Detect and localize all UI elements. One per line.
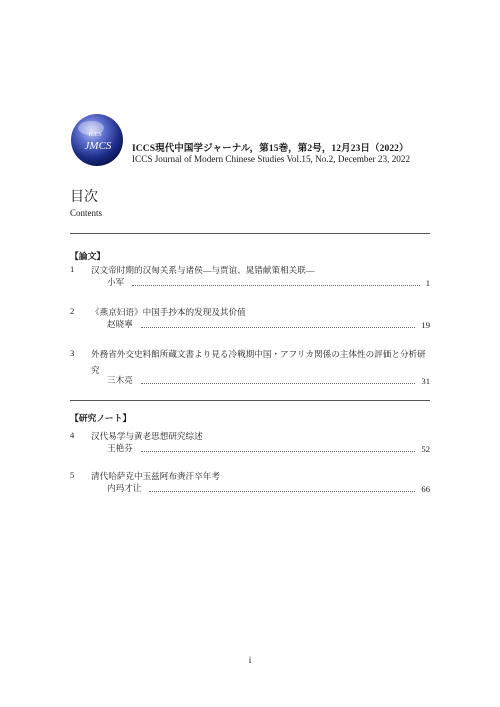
leader-dots (141, 326, 416, 328)
entry-title[interactable]: 外務省外交史料館所蔵文書より見る冷戦期中国・アフリカ関係の主体性の評価と分析研究 (91, 349, 426, 375)
entry-author-line (107, 318, 430, 330)
svg-text:JMCS: JMCS (84, 140, 112, 152)
entry-author-line (107, 374, 430, 386)
entry-number: 5 (70, 470, 75, 480)
entry-page[interactable]: 1 (425, 278, 430, 288)
leader-dots (141, 382, 416, 384)
entry-title[interactable]: 汉代易学与黄老思想研究综述 (91, 431, 203, 441)
entry-author-line (107, 442, 430, 454)
entry-number: 1 (70, 264, 75, 274)
entry-author: 王艳芬 (107, 443, 133, 453)
entry-author: 三木亮 (107, 375, 133, 385)
section-divider (70, 400, 430, 401)
journal-title-ja: ICCS現代中国学ジャーナル，第15巻，第2号，12月23日（2022） (132, 144, 409, 154)
page-number: i (248, 655, 252, 665)
section-divider (70, 233, 430, 234)
entry-author: 赵晓寧 (107, 319, 133, 329)
journal-title-en: ICCS Journal of Modern Chinese Studies Vol.15, No.2, December 23, 2022 (132, 154, 411, 164)
toc-subtitle: Contents (70, 208, 103, 218)
toc-title: 目次 (70, 190, 98, 205)
entry-page[interactable]: 52 (421, 444, 430, 454)
entry-page[interactable]: 66 (421, 484, 430, 494)
entry-author-line (107, 276, 430, 288)
svg-text:ICCS: ICCS (88, 132, 102, 138)
entry-number: 4 (70, 430, 75, 440)
entry-author: 小军 (107, 277, 125, 287)
jmcs-globe-logo-icon (70, 113, 124, 167)
leader-dots (149, 490, 415, 492)
entry-page[interactable]: 31 (421, 376, 430, 386)
entry-author: 内玛才让 (107, 483, 142, 493)
entry-author-line (107, 482, 430, 494)
entry-number: 3 (70, 348, 75, 358)
entry-title[interactable]: 清代哈萨克中玉兹阿布赉汗卒年考 (91, 471, 220, 481)
leader-dots (132, 284, 420, 286)
section-label-articles: 【論文】 (70, 251, 106, 261)
entry-number: 2 (70, 306, 75, 316)
leader-dots (141, 450, 416, 452)
entry-title[interactable]: 汉文帝时期的汉匈关系与诸侯—与贾谊、晁错献策相关联— (91, 265, 315, 275)
section-label-research-notes: 【研究ノート】 (70, 413, 132, 423)
entry-page[interactable]: 19 (421, 320, 430, 330)
entry-title[interactable]: 《燕京妇语》中国手抄本的发现及其价值 (91, 307, 246, 317)
